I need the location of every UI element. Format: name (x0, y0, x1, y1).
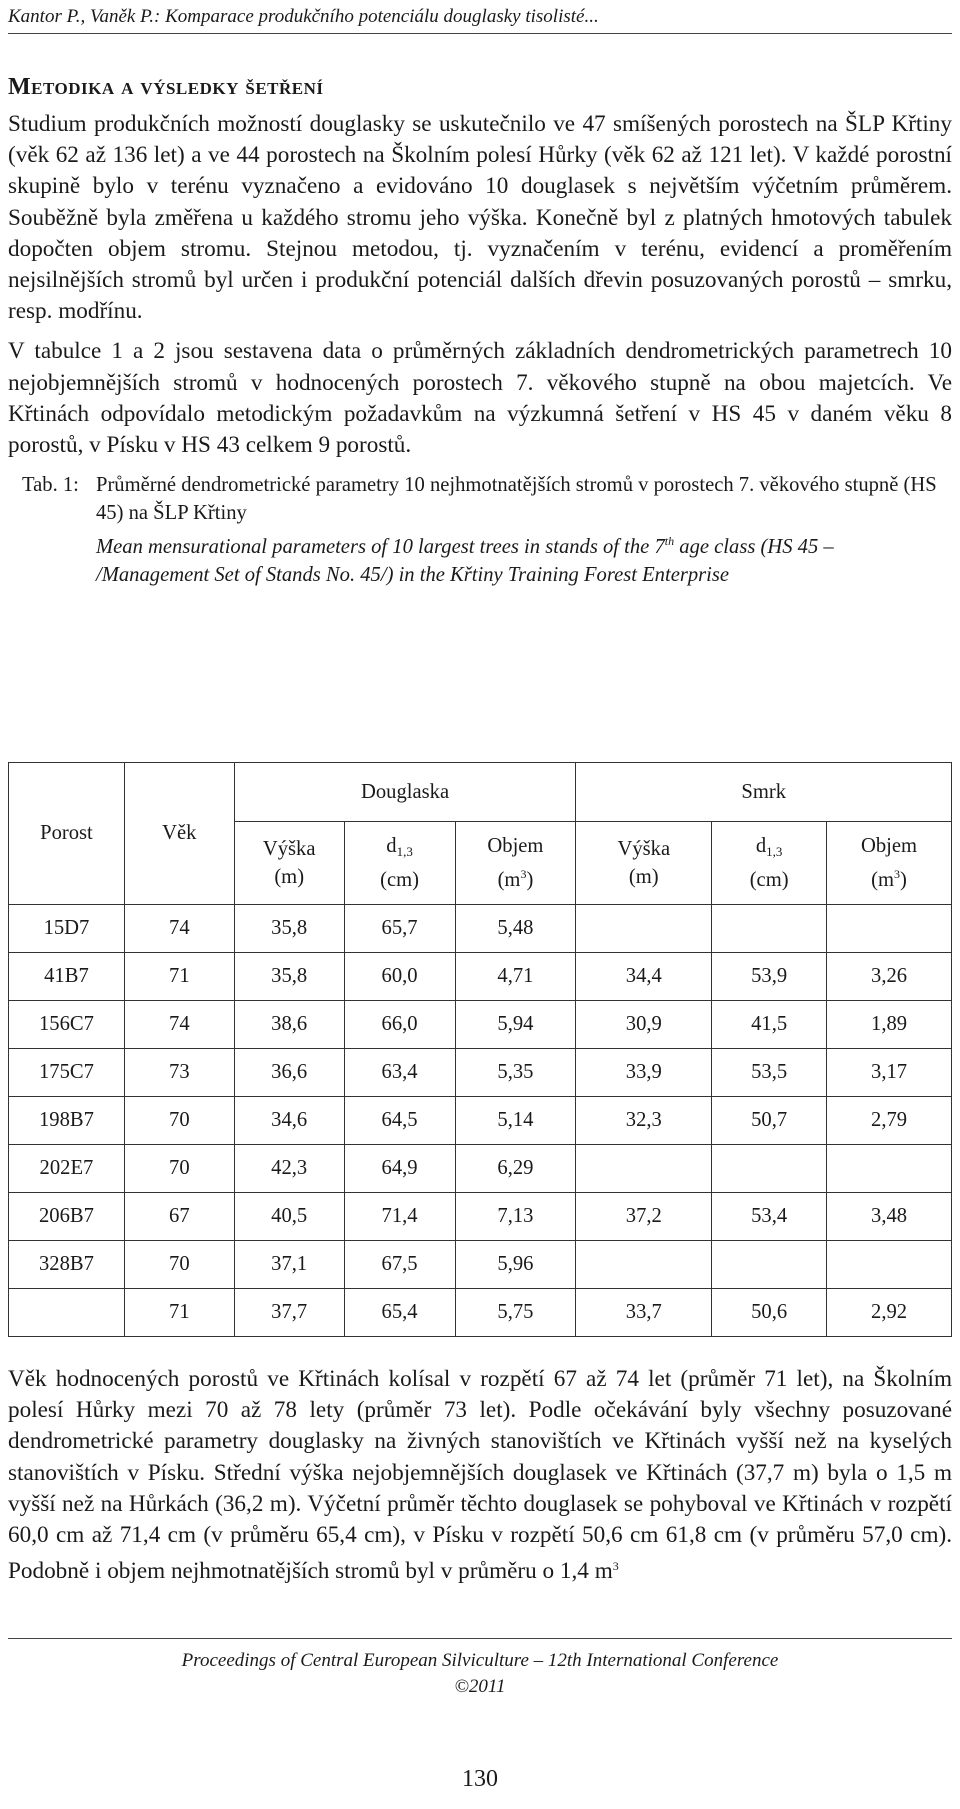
table-cell: 65,4 (344, 1289, 455, 1337)
unit-m3: (m (497, 869, 521, 891)
paragraph-methods: Studium produkčních možností douglasky se uskutečnilo ve 47 smíšených porostech na ŠLP Křtiny (věk 62 až 136 let) a ve 44 porostech na Školním polesí Hůrky (věk 62 až 121 let). V každé porostní skupině bylo v terénu vyznačeno a evidováno 10 douglasek s největším výčetním průměrem. Souběžně byla změřena u každého stromu jeho výška. Konečně byl z platných hmotových tabulek dopočten objem stromu. Stejnou metodou, tj. vyznačením v terénu, evidencí a proměřením nejsilnějších stromů byl určen i produkční potenciál dalších dřevin posuzovaných porostů – smrku, resp. modřínu. (8, 111, 952, 325)
table-cell: 37,2 (576, 1193, 712, 1241)
table-cell: 67 (124, 1193, 234, 1241)
table-row (9, 1241, 952, 1289)
table-cell: 74 (124, 905, 234, 953)
unit-cm: (cm) (749, 869, 789, 891)
table-row (9, 953, 952, 1001)
table-cell (827, 905, 952, 953)
table-caption-czech: Průměrné dendrometrické parametry 10 nejhmotnatějších stromů v porostech 7. věkového stupně (HS 45) na ŠLP Křtiny (96, 474, 937, 525)
table-cell (576, 1145, 712, 1193)
table-cell: 34,4 (576, 953, 712, 1001)
table-cell: 64,9 (344, 1145, 455, 1193)
table-cell: 202E7 (9, 1145, 125, 1193)
table-cell: 37,7 (234, 1289, 344, 1337)
table-cell: 71 (124, 1289, 234, 1337)
table-cell: 70 (124, 1241, 234, 1289)
table-cell: 34,6 (234, 1097, 344, 1145)
footer-rule (8, 1638, 952, 1639)
unit-m3-close: ) (900, 869, 907, 891)
header-smrk: Smrk (576, 763, 952, 822)
header-douglaska-vyska (234, 822, 344, 905)
footer-copyright: ©2011 (454, 1676, 506, 1697)
table-cell: 38,6 (234, 1001, 344, 1049)
table-row (9, 905, 952, 953)
running-head: Kantor P., Vaněk P.: Komparace produkčního potenciálu douglasky tisolisté... (8, 0, 952, 34)
unit-m3-sup: 3 (520, 867, 527, 881)
table-cell: 60,0 (344, 953, 455, 1001)
paragraph-results (8, 1364, 952, 1587)
table-cell: 3,26 (827, 953, 952, 1001)
d-sub: 1,3 (766, 844, 783, 859)
unit-cm: (cm) (380, 869, 419, 891)
table-row (9, 1001, 952, 1049)
header-smrk-vyska (576, 822, 712, 905)
table-cell: 50,6 (712, 1289, 827, 1337)
unit-m3: (m (871, 869, 895, 891)
table-cell: 36,6 (234, 1049, 344, 1097)
table-cell (827, 1145, 952, 1193)
table-cell: 6,29 (455, 1145, 576, 1193)
table-cell: 15D7 (9, 905, 125, 953)
table-cell: 7,13 (455, 1193, 576, 1241)
table-cell: 53,9 (712, 953, 827, 1001)
table-cell: 156C7 (9, 1001, 125, 1049)
table-cell: 53,4 (712, 1193, 827, 1241)
table-cell: 3,17 (827, 1049, 952, 1097)
table-caption-body (96, 471, 952, 589)
unit-m3-sup: 3 (894, 867, 901, 881)
table-cell: 50,7 (712, 1097, 827, 1145)
table-cell: 198B7 (9, 1097, 125, 1145)
footer (8, 1648, 952, 1700)
page-number: 130 (462, 1766, 498, 1792)
table-cell: 41,5 (712, 1001, 827, 1049)
table-cell: 65,7 (344, 905, 455, 953)
table-cell: 5,75 (455, 1289, 576, 1337)
caption-english-pre: Mean mensurational parameters of 10 largest trees in stands of the 7 (96, 536, 665, 559)
table-cell: 4,71 (455, 953, 576, 1001)
data-table (8, 762, 952, 1337)
table-cell (712, 1241, 827, 1289)
table-cell: 5,94 (455, 1001, 576, 1049)
table-row (9, 1049, 952, 1097)
table-cell: 175C7 (9, 1049, 125, 1097)
header-smrk-d13 (712, 822, 827, 905)
objem-label: Objem (861, 835, 918, 857)
unit-m: (m) (274, 866, 305, 888)
vyska-label: Výška (617, 838, 671, 860)
table-cell: 35,8 (234, 953, 344, 1001)
table-cell (576, 905, 712, 953)
d-label: d (755, 835, 767, 857)
table-cell: 40,5 (234, 1193, 344, 1241)
table-cell: 206B7 (9, 1193, 125, 1241)
table-cell: 66,0 (344, 1001, 455, 1049)
table-cell: 63,4 (344, 1049, 455, 1097)
header-douglaska: Douglaska (234, 763, 576, 822)
paragraph-tables-intro: V tabulce 1 a 2 jsou sestavena data o průměrných základních dendrometrických parametrech 10 nejobjemnějších stromů v hodnocených porostech 7. věkového stupně na obou majetcích. Ve Křtinách odpovídalo metodickým požadavkům na výzkumná šetření v HS 45 v daném věku 8 porostů, v Písku v HS 43 celkem 9 porostů. (8, 338, 952, 459)
table-cell: 5,96 (455, 1241, 576, 1289)
table-cell (576, 1241, 712, 1289)
table-cell: 5,48 (455, 905, 576, 953)
table-header-row-group (9, 763, 952, 822)
unit-m: (m) (628, 866, 659, 888)
header-porost: Porost (9, 763, 125, 905)
vyska-label: Výška (262, 838, 316, 860)
table-cell: 35,8 (234, 905, 344, 953)
table-cell: 74 (124, 1001, 234, 1049)
table-cell: 1,89 (827, 1001, 952, 1049)
d-sub: 1,3 (396, 844, 413, 859)
header-douglaska-d13 (344, 822, 455, 905)
d-label: d (386, 835, 397, 857)
table-cell: 71,4 (344, 1193, 455, 1241)
table-cell: 5,35 (455, 1049, 576, 1097)
table-cell: 73 (124, 1049, 234, 1097)
section-title: Metodika a výsledky šetření (8, 74, 324, 100)
table-row (9, 1193, 952, 1241)
table-cell (827, 1241, 952, 1289)
table-cell: 2,79 (827, 1097, 952, 1145)
table-cell: 42,3 (234, 1145, 344, 1193)
page (8, 0, 952, 1792)
results-sup: 3 (612, 1559, 619, 1574)
table-cell: 67,5 (344, 1241, 455, 1289)
table-cell (712, 905, 827, 953)
table-cell (9, 1289, 125, 1337)
table-cell: 53,5 (712, 1049, 827, 1097)
objem-label: Objem (487, 835, 544, 857)
table-cell: 5,14 (455, 1097, 576, 1145)
table-row (9, 1097, 952, 1145)
table-cell: 2,92 (827, 1289, 952, 1337)
table-cell: 64,5 (344, 1097, 455, 1145)
table-caption-label: Tab. 1: (22, 474, 79, 497)
table-row (9, 1145, 952, 1193)
header-douglaska-objem (455, 822, 576, 905)
table-cell: 32,3 (576, 1097, 712, 1145)
table-cell: 41B7 (9, 953, 125, 1001)
table-cell: 33,9 (576, 1049, 712, 1097)
table-cell: 33,7 (576, 1289, 712, 1337)
results-text: Věk hodnocených porostů ve Křtinách kolísal v rozpětí 67 až 74 let (průměr 71 let), na Školním polesí Hůrky mezi 70 až 78 lety (průměr 73 let). Podle očekávání byly všechny posuzované dendrometrické parametry douglasky na živných stanovištích ve Křtinách vyšší než na kyselých stanovištích v Písku. Střední výška nejobjemnějších douglasek ve Křtinách (37,7 m) byla o 1,5 m vyšší než na Hůrkách (36,2 m). Výčetní průměr těchto douglasek se pohyboval ve Křtinách v rozpětí 60,0 cm až 71,4 cm (v průměru 65,4 cm), v Písku v rozpětí 50,6 cm 61,8 cm (v průměru 57,0 cm). Podobně i objem nejhmotnatějších stromů byl v průměru o 1,4 m (8, 1366, 952, 1585)
table-cell (712, 1145, 827, 1193)
table-row (9, 1289, 952, 1337)
table-cell: 71 (124, 953, 234, 1001)
header-smrk-objem (827, 822, 952, 905)
table-cell: 3,48 (827, 1193, 952, 1241)
caption-english-post: age class (HS 45 – /Management Set of Stands No. 45/) in the Křtiny Training Forest Enterprise (96, 536, 834, 587)
table-caption-english (96, 527, 952, 589)
table-body (9, 905, 952, 1337)
table-cell: 328B7 (9, 1241, 125, 1289)
unit-m3-close: ) (526, 869, 534, 891)
table-cell: 70 (124, 1145, 234, 1193)
table-cell: 70 (124, 1097, 234, 1145)
table-caption (8, 471, 952, 589)
caption-english-sup: th (664, 534, 675, 549)
footer-proceedings: Proceedings of Central European Silviculture – 12th International Conference (181, 1650, 779, 1671)
table-cell: 30,9 (576, 1001, 712, 1049)
header-vek: Věk (124, 763, 234, 905)
table-cell: 37,1 (234, 1241, 344, 1289)
